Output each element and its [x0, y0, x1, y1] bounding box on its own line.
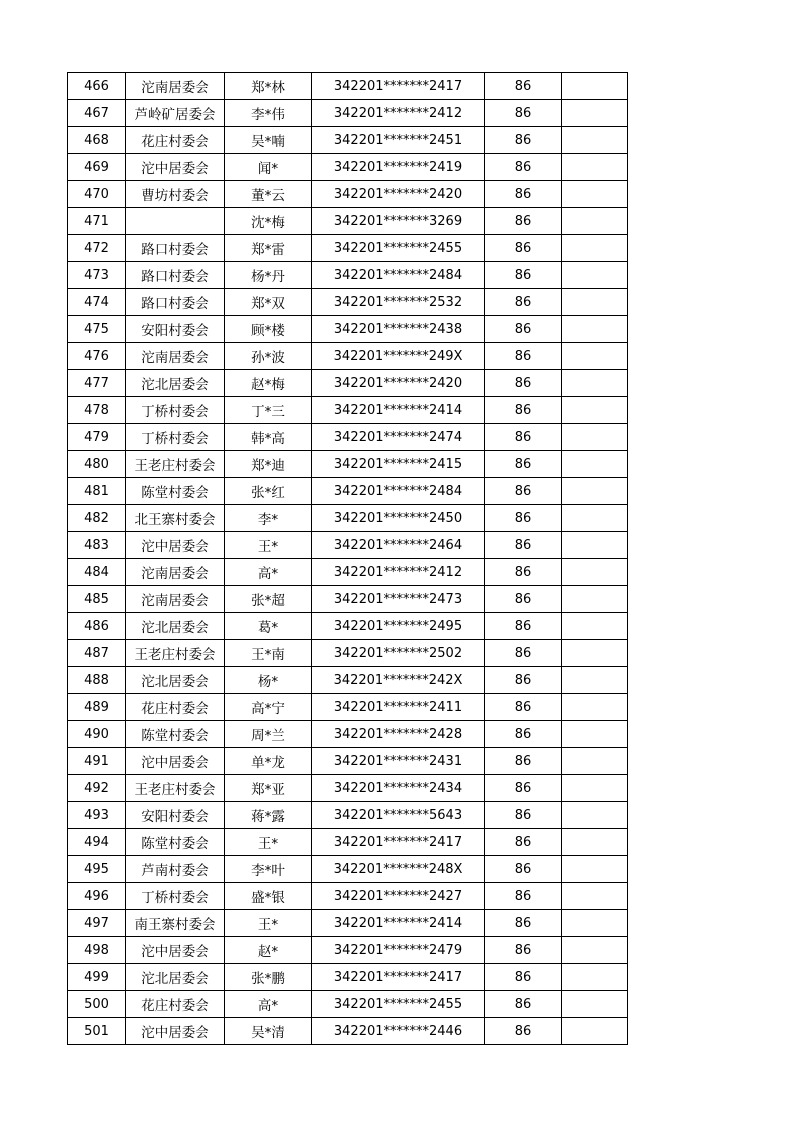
score-cell: 86 — [485, 343, 562, 370]
row-number-cell: 499 — [68, 964, 126, 991]
note-cell — [562, 262, 628, 289]
row-number-cell: 476 — [68, 343, 126, 370]
table-row — [68, 370, 628, 397]
row-number-cell: 484 — [68, 559, 126, 586]
table-row — [68, 181, 628, 208]
id-number-cell: 342201*******2414 — [312, 910, 485, 937]
table-row — [68, 100, 628, 127]
row-number-cell: 489 — [68, 694, 126, 721]
id-number-cell: 342201*******2417 — [312, 964, 485, 991]
table-row — [68, 991, 628, 1018]
score-cell: 86 — [485, 775, 562, 802]
note-cell — [562, 289, 628, 316]
row-number-cell: 473 — [68, 262, 126, 289]
name-cell: 郑*雷 — [225, 235, 312, 262]
table-row — [68, 235, 628, 262]
committee-cell: 沱南居委会 — [126, 559, 225, 586]
score-cell: 86 — [485, 424, 562, 451]
id-number-cell: 342201*******2428 — [312, 721, 485, 748]
table-row — [68, 721, 628, 748]
name-cell: 周*兰 — [225, 721, 312, 748]
committee-cell: 沱中居委会 — [126, 937, 225, 964]
id-number-cell: 342201*******2419 — [312, 154, 485, 181]
name-cell: 蒋*露 — [225, 802, 312, 829]
row-number-cell: 486 — [68, 613, 126, 640]
id-number-cell: 342201*******5643 — [312, 802, 485, 829]
table-row — [68, 964, 628, 991]
name-cell: 赵*梅 — [225, 370, 312, 397]
id-number-cell: 342201*******2455 — [312, 991, 485, 1018]
id-number-cell: 342201*******2451 — [312, 127, 485, 154]
committee-cell: 曹坊村委会 — [126, 181, 225, 208]
id-number-cell: 342201*******2438 — [312, 316, 485, 343]
note-cell — [562, 613, 628, 640]
row-number-cell: 466 — [68, 73, 126, 100]
table-row — [68, 748, 628, 775]
row-number-cell: 471 — [68, 208, 126, 235]
score-cell: 86 — [485, 370, 562, 397]
score-cell: 86 — [485, 748, 562, 775]
score-cell: 86 — [485, 100, 562, 127]
name-cell: 张*超 — [225, 586, 312, 613]
name-cell: 杨* — [225, 667, 312, 694]
note-cell — [562, 208, 628, 235]
committee-cell: 沱北居委会 — [126, 370, 225, 397]
row-number-cell: 493 — [68, 802, 126, 829]
note-cell — [562, 181, 628, 208]
note-cell — [562, 451, 628, 478]
row-number-cell: 487 — [68, 640, 126, 667]
row-number-cell: 496 — [68, 883, 126, 910]
id-number-cell: 342201*******2434 — [312, 775, 485, 802]
id-number-cell: 342201*******2450 — [312, 505, 485, 532]
name-cell: 王* — [225, 829, 312, 856]
name-cell: 韩*高 — [225, 424, 312, 451]
roster-table — [67, 72, 628, 1045]
note-cell — [562, 775, 628, 802]
name-cell: 高*宁 — [225, 694, 312, 721]
score-cell: 86 — [485, 154, 562, 181]
row-number-cell: 474 — [68, 289, 126, 316]
row-number-cell: 469 — [68, 154, 126, 181]
id-number-cell: 342201*******248X — [312, 856, 485, 883]
note-cell — [562, 856, 628, 883]
table-row — [68, 343, 628, 370]
score-cell: 86 — [485, 856, 562, 883]
name-cell: 张*红 — [225, 478, 312, 505]
table-row — [68, 208, 628, 235]
table-row — [68, 505, 628, 532]
id-number-cell: 342201*******249X — [312, 343, 485, 370]
committee-cell: 沱南居委会 — [126, 343, 225, 370]
table-row — [68, 1018, 628, 1045]
id-number-cell: 342201*******2411 — [312, 694, 485, 721]
row-number-cell: 500 — [68, 991, 126, 1018]
note-cell — [562, 748, 628, 775]
name-cell: 王* — [225, 532, 312, 559]
score-cell: 86 — [485, 532, 562, 559]
committee-cell: 南王寨村委会 — [126, 910, 225, 937]
committee-cell: 沱南居委会 — [126, 586, 225, 613]
score-cell: 86 — [485, 235, 562, 262]
roster-table-body — [68, 73, 628, 1045]
committee-cell: 花庄村委会 — [126, 991, 225, 1018]
row-number-cell: 490 — [68, 721, 126, 748]
note-cell — [562, 559, 628, 586]
note-cell — [562, 100, 628, 127]
row-number-cell: 483 — [68, 532, 126, 559]
committee-cell: 陈堂村委会 — [126, 721, 225, 748]
table-row — [68, 73, 628, 100]
table-row — [68, 154, 628, 181]
table-row — [68, 424, 628, 451]
committee-cell: 北王寨村委会 — [126, 505, 225, 532]
id-number-cell: 342201*******2474 — [312, 424, 485, 451]
note-cell — [562, 532, 628, 559]
score-cell: 86 — [485, 586, 562, 613]
note-cell — [562, 316, 628, 343]
note-cell — [562, 586, 628, 613]
committee-cell: 沱南居委会 — [126, 73, 225, 100]
name-cell: 吴*清 — [225, 1018, 312, 1045]
table-row — [68, 802, 628, 829]
row-number-cell: 478 — [68, 397, 126, 424]
id-number-cell: 342201*******2417 — [312, 829, 485, 856]
table-row — [68, 397, 628, 424]
table-row — [68, 559, 628, 586]
id-number-cell: 342201*******2484 — [312, 262, 485, 289]
committee-cell: 丁桥村委会 — [126, 397, 225, 424]
row-number-cell: 480 — [68, 451, 126, 478]
score-cell: 86 — [485, 694, 562, 721]
note-cell — [562, 910, 628, 937]
row-number-cell: 481 — [68, 478, 126, 505]
name-cell: 单*龙 — [225, 748, 312, 775]
score-cell: 86 — [485, 1018, 562, 1045]
note-cell — [562, 478, 628, 505]
score-cell: 86 — [485, 262, 562, 289]
id-number-cell: 342201*******2455 — [312, 235, 485, 262]
id-number-cell: 342201*******2414 — [312, 397, 485, 424]
name-cell: 盛*银 — [225, 883, 312, 910]
score-cell: 86 — [485, 181, 562, 208]
row-number-cell: 482 — [68, 505, 126, 532]
name-cell: 王* — [225, 910, 312, 937]
id-number-cell: 342201*******2431 — [312, 748, 485, 775]
name-cell: 郑*双 — [225, 289, 312, 316]
row-number-cell: 497 — [68, 910, 126, 937]
score-cell: 86 — [485, 127, 562, 154]
table-row — [68, 640, 628, 667]
name-cell: 李*叶 — [225, 856, 312, 883]
id-number-cell: 342201*******2495 — [312, 613, 485, 640]
id-number-cell: 342201*******2502 — [312, 640, 485, 667]
id-number-cell: 342201*******3269 — [312, 208, 485, 235]
note-cell — [562, 640, 628, 667]
row-number-cell: 472 — [68, 235, 126, 262]
row-number-cell: 494 — [68, 829, 126, 856]
table-row — [68, 289, 628, 316]
note-cell — [562, 1018, 628, 1045]
committee-cell: 沱北居委会 — [126, 613, 225, 640]
committee-cell: 花庄村委会 — [126, 694, 225, 721]
committee-cell: 沱中居委会 — [126, 532, 225, 559]
row-number-cell: 475 — [68, 316, 126, 343]
note-cell — [562, 370, 628, 397]
row-number-cell: 498 — [68, 937, 126, 964]
score-cell: 86 — [485, 289, 562, 316]
note-cell — [562, 991, 628, 1018]
score-cell: 86 — [485, 640, 562, 667]
committee-cell: 陈堂村委会 — [126, 829, 225, 856]
table-row — [68, 127, 628, 154]
id-number-cell: 342201*******2464 — [312, 532, 485, 559]
note-cell — [562, 883, 628, 910]
committee-cell: 路口村委会 — [126, 235, 225, 262]
id-number-cell: 342201*******2420 — [312, 370, 485, 397]
committee-cell: 沱中居委会 — [126, 1018, 225, 1045]
row-number-cell: 492 — [68, 775, 126, 802]
id-number-cell: 342201*******2532 — [312, 289, 485, 316]
name-cell: 李*伟 — [225, 100, 312, 127]
note-cell — [562, 154, 628, 181]
id-number-cell: 342201*******2473 — [312, 586, 485, 613]
note-cell — [562, 235, 628, 262]
name-cell: 赵* — [225, 937, 312, 964]
score-cell: 86 — [485, 883, 562, 910]
note-cell — [562, 397, 628, 424]
committee-cell: 沱北居委会 — [126, 667, 225, 694]
committee-cell: 王老庄村委会 — [126, 775, 225, 802]
note-cell — [562, 937, 628, 964]
table-row — [68, 451, 628, 478]
name-cell: 丁*三 — [225, 397, 312, 424]
table-row — [68, 829, 628, 856]
score-cell: 86 — [485, 991, 562, 1018]
score-cell: 86 — [485, 316, 562, 343]
committee-cell: 路口村委会 — [126, 289, 225, 316]
score-cell: 86 — [485, 478, 562, 505]
name-cell: 闻* — [225, 154, 312, 181]
committee-cell: 花庄村委会 — [126, 127, 225, 154]
note-cell — [562, 73, 628, 100]
name-cell: 张*鹏 — [225, 964, 312, 991]
note-cell — [562, 694, 628, 721]
score-cell: 86 — [485, 910, 562, 937]
note-cell — [562, 505, 628, 532]
table-row — [68, 667, 628, 694]
committee-cell: 沱中居委会 — [126, 154, 225, 181]
committee-cell: 芦岭矿居委会 — [126, 100, 225, 127]
id-number-cell: 342201*******2417 — [312, 73, 485, 100]
row-number-cell: 467 — [68, 100, 126, 127]
score-cell: 86 — [485, 613, 562, 640]
table-row — [68, 910, 628, 937]
id-number-cell: 342201*******2415 — [312, 451, 485, 478]
committee-cell: 沱北居委会 — [126, 964, 225, 991]
table-row — [68, 316, 628, 343]
committee-cell — [126, 208, 225, 235]
id-number-cell: 342201*******2484 — [312, 478, 485, 505]
committee-cell: 王老庄村委会 — [126, 640, 225, 667]
row-number-cell: 491 — [68, 748, 126, 775]
table-row — [68, 856, 628, 883]
id-number-cell: 342201*******2427 — [312, 883, 485, 910]
note-cell — [562, 802, 628, 829]
committee-cell: 芦南村委会 — [126, 856, 225, 883]
score-cell: 86 — [485, 964, 562, 991]
note-cell — [562, 829, 628, 856]
name-cell: 郑*迪 — [225, 451, 312, 478]
committee-cell: 陈堂村委会 — [126, 478, 225, 505]
score-cell: 86 — [485, 451, 562, 478]
id-number-cell: 342201*******2412 — [312, 100, 485, 127]
name-cell: 李* — [225, 505, 312, 532]
name-cell: 顾*楼 — [225, 316, 312, 343]
name-cell: 葛* — [225, 613, 312, 640]
id-number-cell: 342201*******2420 — [312, 181, 485, 208]
score-cell: 86 — [485, 505, 562, 532]
table-row — [68, 883, 628, 910]
name-cell: 杨*丹 — [225, 262, 312, 289]
table-row — [68, 262, 628, 289]
committee-cell: 路口村委会 — [126, 262, 225, 289]
id-number-cell: 342201*******242X — [312, 667, 485, 694]
score-cell: 86 — [485, 208, 562, 235]
table-row — [68, 937, 628, 964]
note-cell — [562, 721, 628, 748]
note-cell — [562, 343, 628, 370]
id-number-cell: 342201*******2412 — [312, 559, 485, 586]
table-row — [68, 775, 628, 802]
committee-cell: 沱中居委会 — [126, 748, 225, 775]
name-cell: 郑*亚 — [225, 775, 312, 802]
note-cell — [562, 127, 628, 154]
row-number-cell: 488 — [68, 667, 126, 694]
note-cell — [562, 424, 628, 451]
score-cell: 86 — [485, 73, 562, 100]
name-cell: 孙*波 — [225, 343, 312, 370]
row-number-cell: 485 — [68, 586, 126, 613]
row-number-cell: 495 — [68, 856, 126, 883]
committee-cell: 丁桥村委会 — [126, 424, 225, 451]
committee-cell: 王老庄村委会 — [126, 451, 225, 478]
name-cell: 高* — [225, 991, 312, 1018]
score-cell: 86 — [485, 721, 562, 748]
note-cell — [562, 667, 628, 694]
committee-cell: 安阳村委会 — [126, 316, 225, 343]
table-row — [68, 613, 628, 640]
committee-cell: 丁桥村委会 — [126, 883, 225, 910]
id-number-cell: 342201*******2479 — [312, 937, 485, 964]
table-row — [68, 478, 628, 505]
table-row — [68, 532, 628, 559]
name-cell: 高* — [225, 559, 312, 586]
row-number-cell: 479 — [68, 424, 126, 451]
score-cell: 86 — [485, 559, 562, 586]
score-cell: 86 — [485, 937, 562, 964]
note-cell — [562, 964, 628, 991]
name-cell: 吴*喃 — [225, 127, 312, 154]
row-number-cell: 501 — [68, 1018, 126, 1045]
row-number-cell: 470 — [68, 181, 126, 208]
name-cell: 沈*梅 — [225, 208, 312, 235]
name-cell: 郑*林 — [225, 73, 312, 100]
table-row — [68, 586, 628, 613]
table-row — [68, 694, 628, 721]
score-cell: 86 — [485, 667, 562, 694]
score-cell: 86 — [485, 397, 562, 424]
id-number-cell: 342201*******2446 — [312, 1018, 485, 1045]
committee-cell: 安阳村委会 — [126, 802, 225, 829]
score-cell: 86 — [485, 802, 562, 829]
score-cell: 86 — [485, 829, 562, 856]
name-cell: 王*南 — [225, 640, 312, 667]
row-number-cell: 477 — [68, 370, 126, 397]
row-number-cell: 468 — [68, 127, 126, 154]
name-cell: 董*云 — [225, 181, 312, 208]
